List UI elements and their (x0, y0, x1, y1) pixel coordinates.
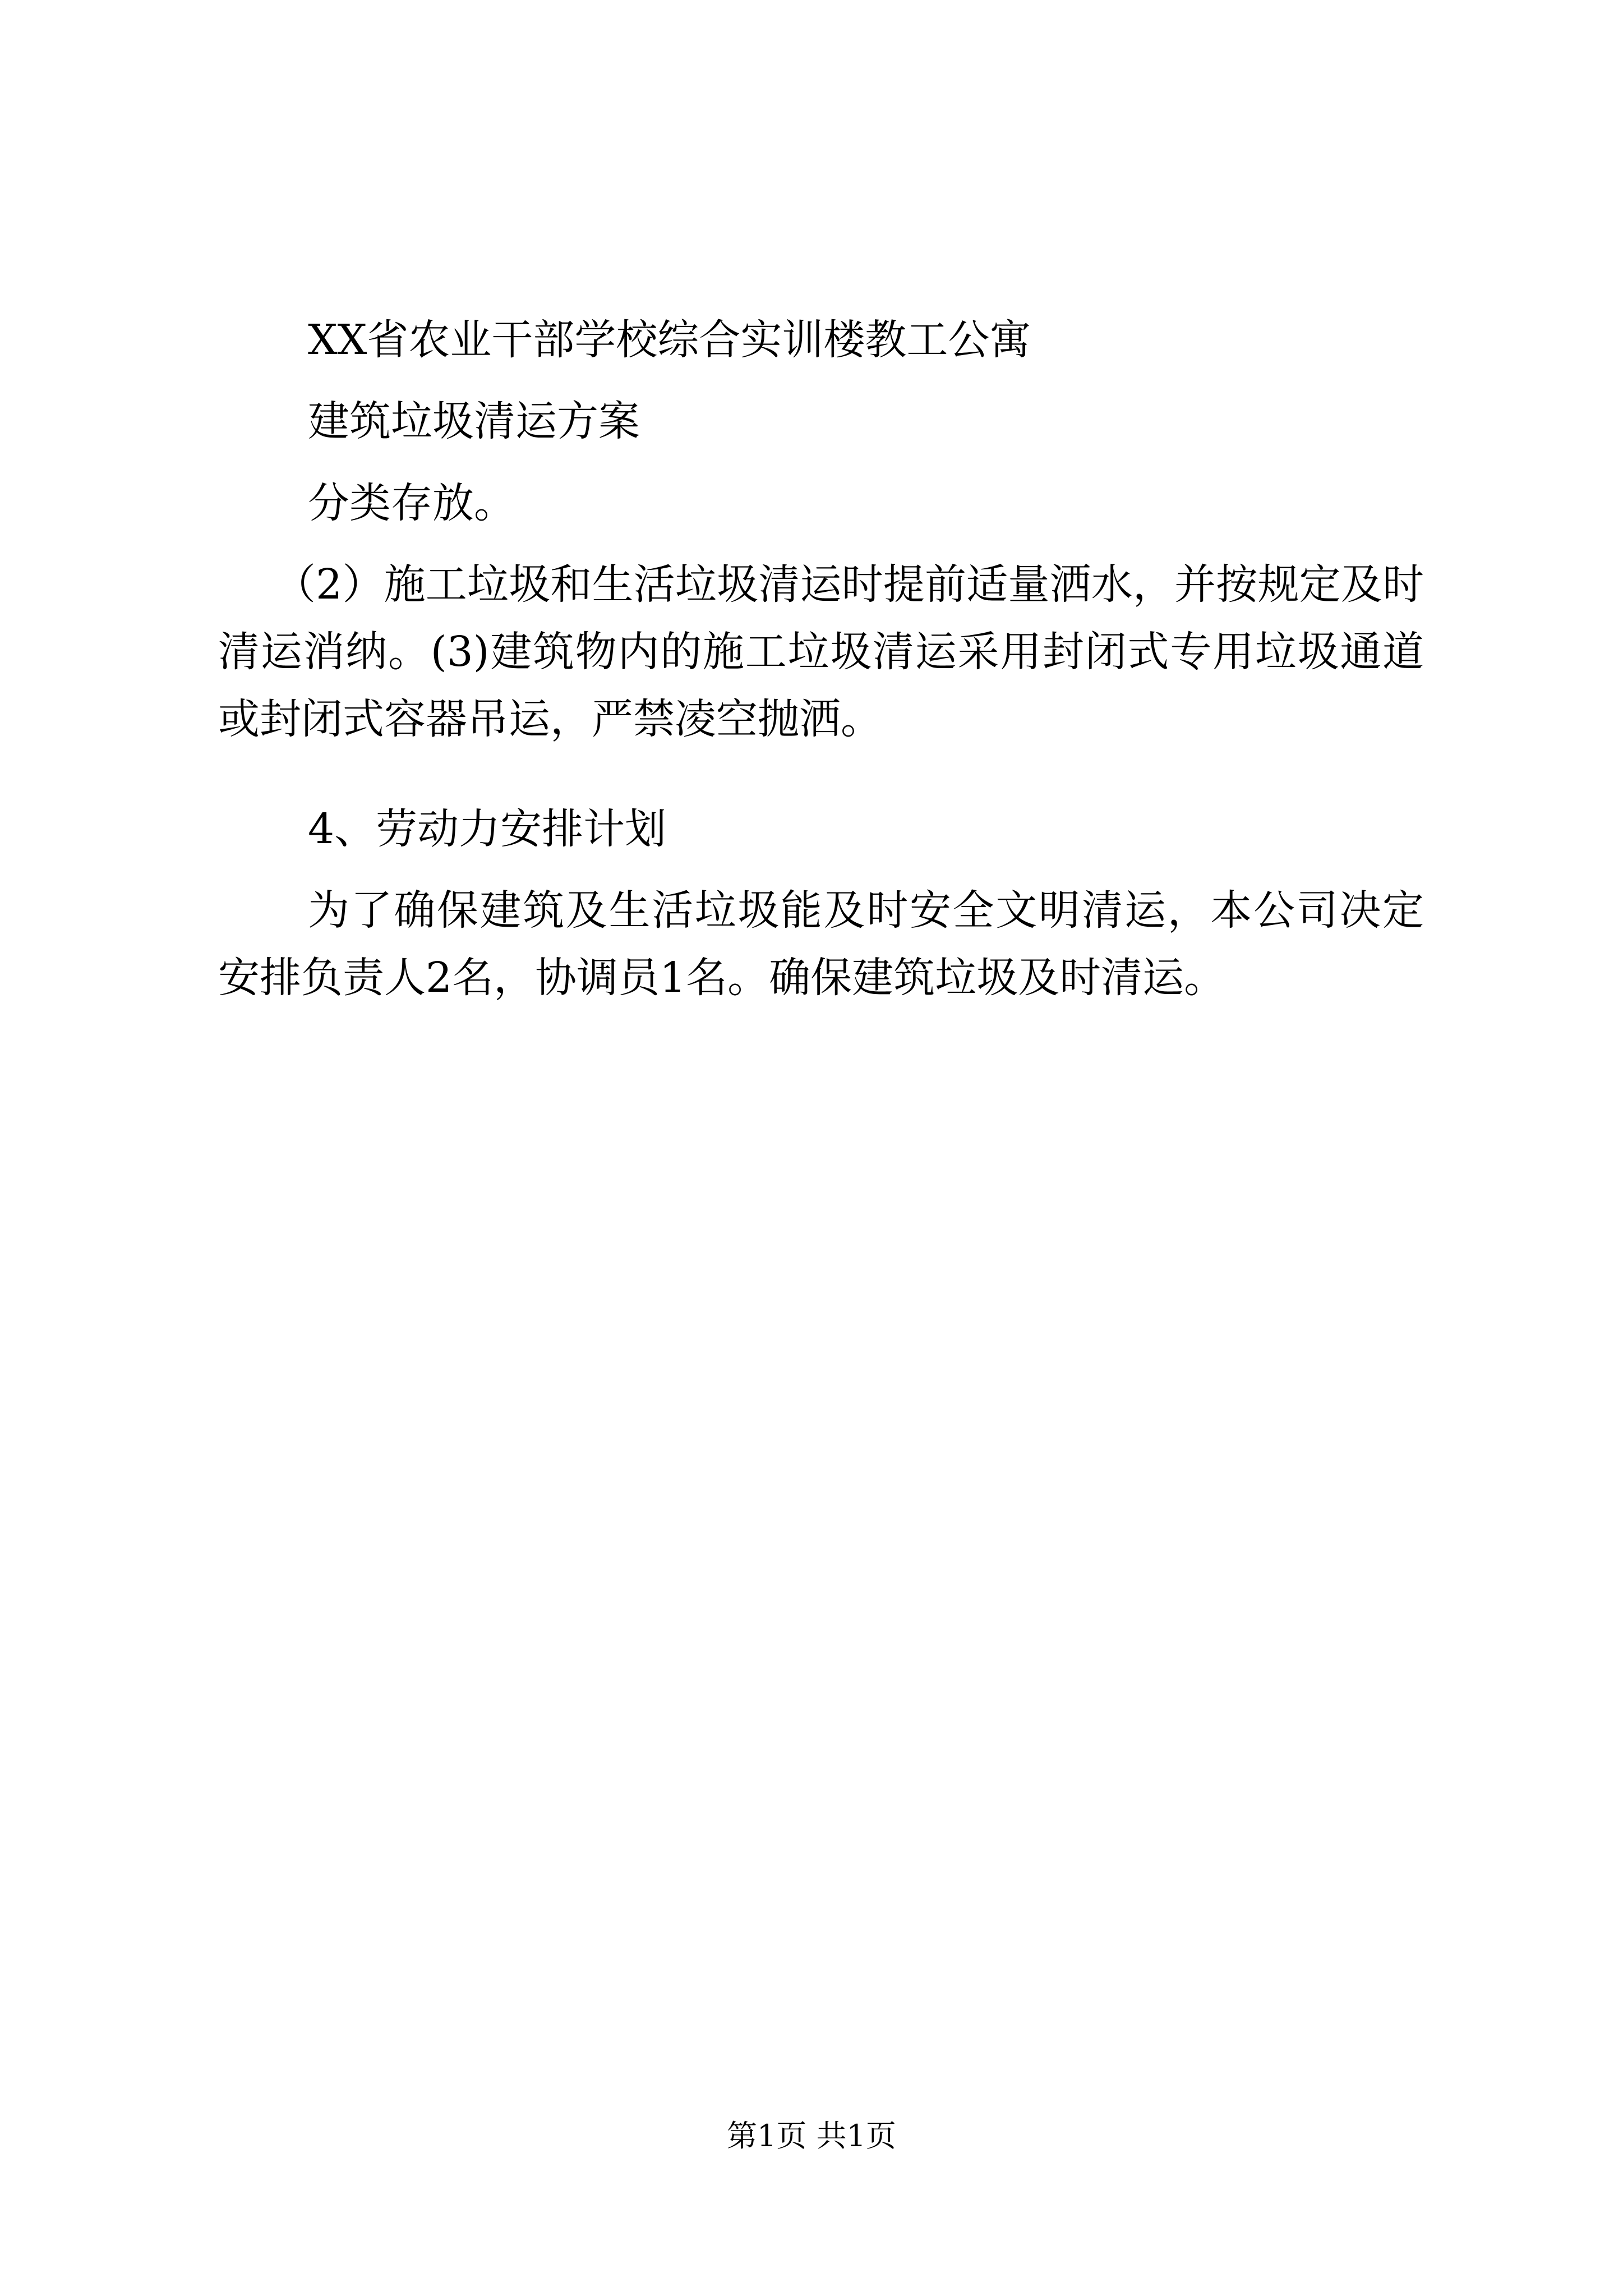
section-heading-labor-plan: 4、劳动力安排计划 (308, 805, 667, 853)
paragraph-cleanup-rules: （2）施工垃圾和生活垃圾清运时提前适量洒水，并按规定及时清运消纳。(3)建筑物内的施工垃圾清运采用封闭式专用垃圾通道或封闭式容器吊运，严禁凌空抛洒。 (218, 560, 1424, 743)
document-title-line1: XX省农业干部学校综合实训楼教工公寓 (308, 316, 1031, 364)
paragraph-labor-plan: 为了确保建筑及生活垃圾能及时安全文明清运，本公司决定安排负责人2名，协调员1名。确保建筑垃圾及时清运。 (218, 886, 1424, 1002)
paragraph-fragment: 分类存放。 (308, 479, 515, 527)
page-number-footer: 第1页 共1页 (727, 2118, 896, 2154)
document-title-line2: 建筑垃圾清运方案 (308, 397, 640, 445)
